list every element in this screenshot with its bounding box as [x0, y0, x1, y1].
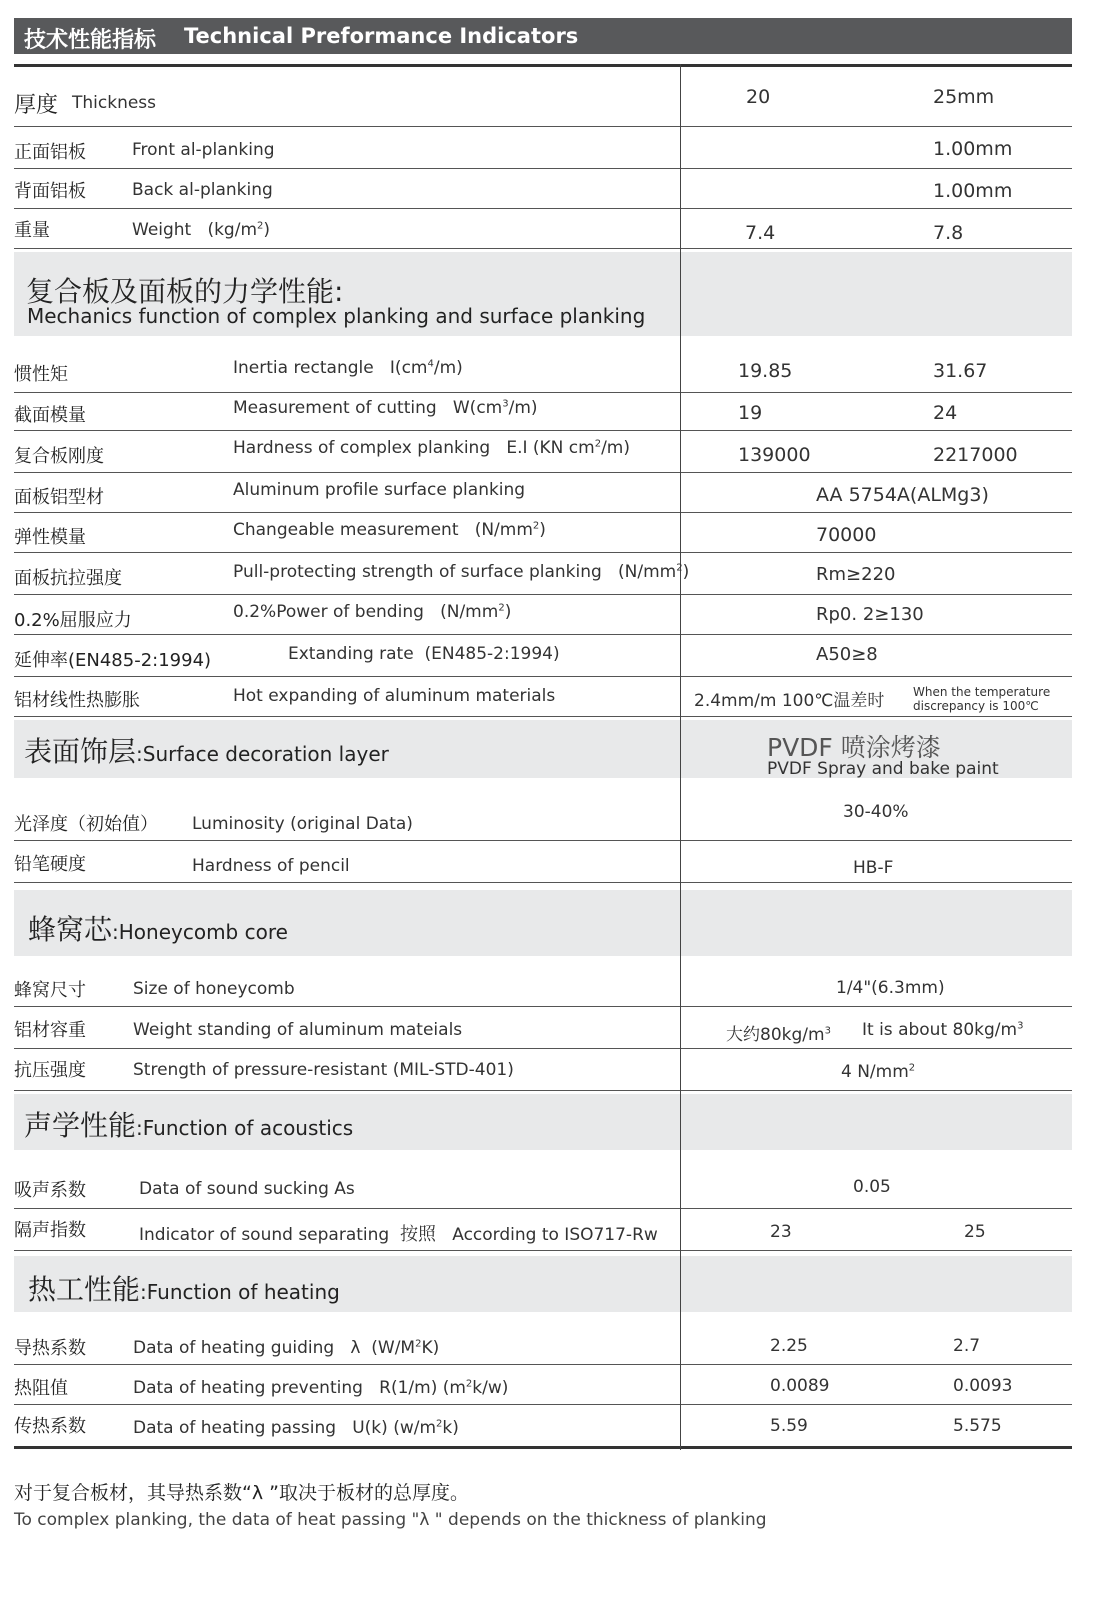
value: 1/4"(6.3mm) — [836, 978, 945, 998]
row-divider — [14, 1364, 1072, 1365]
value-20: 2.25 — [770, 1336, 808, 1356]
row-divider — [14, 472, 1072, 473]
value: 4 $N/mm^2$ — [841, 1062, 916, 1082]
footnote-zh: 对于复合板材，其导热系数“λ ”取决于板材的总厚度。 — [14, 1482, 469, 1504]
column-divider — [680, 64, 681, 1450]
row-divider — [14, 512, 1072, 513]
row-label-en: Data of heating passing U(k) $(w/m^2k)$ — [133, 1418, 459, 1438]
row-label-zh: 复合板刚度 — [14, 446, 104, 467]
row-label-zh: 惯性矩 — [14, 364, 68, 385]
row-label-en: Hot expanding of aluminum materials — [233, 686, 556, 706]
row-label-zh: 蜂窝尺寸 — [14, 980, 86, 1001]
value-20: 0.0089 — [770, 1376, 830, 1396]
section-title-en: Mechanics function of complex planking and surface planking — [27, 304, 646, 328]
row-label-zh: 隔声指数 — [14, 1220, 86, 1241]
value-25: 2.7 — [953, 1336, 981, 1356]
row-label-en: 0.2%Power of bending $(N/mm^2)$ — [233, 602, 512, 622]
row-divider — [14, 882, 1072, 883]
row-label-en: Weight $(kg/m^2)$ — [132, 220, 271, 240]
value: AA 5754A(ALMg3) — [816, 484, 989, 506]
row-label-en: Back al-planking — [132, 180, 273, 200]
value: 70000 — [816, 524, 877, 546]
row-divider — [14, 594, 1072, 595]
row-label-en: Hardness of complex planking E.I (KN $cm^2/m$) — [233, 438, 630, 458]
row-label-zh: 重量 — [14, 220, 50, 241]
row-label-en: Weight standing of aluminum mateials — [133, 1020, 463, 1040]
title-zh: 技术性能指标 — [24, 28, 157, 53]
value: 30-40% — [843, 802, 909, 822]
row-divider — [14, 634, 1072, 635]
value-20: 19 — [738, 402, 763, 424]
row-label-en: Front al-planking — [132, 140, 275, 160]
row-divider — [14, 1006, 1072, 1007]
section-title: 表面饰层:Surface decoration layer — [24, 735, 389, 768]
row-divider — [14, 1208, 1072, 1209]
surface-value-title: PVDF 喷涂烤漆 — [767, 733, 941, 762]
value: A50≥8 — [816, 644, 878, 665]
value-25: 0.0093 — [953, 1376, 1013, 1396]
row-label-en: Size of honeycomb — [133, 979, 295, 999]
value: Rp0. 2≥130 — [816, 604, 924, 625]
row-label-zh: 传热系数 — [14, 1416, 86, 1437]
value: HB-F — [853, 858, 894, 878]
row-label-en: Data of heating preventing R(1/m) $(m^2k/w)$ — [133, 1378, 509, 1398]
row-label-zh: 面板抗拉强度 — [14, 568, 122, 589]
footnote-en: To complex planking, the data of heat passing "λ " depends on the thickness of planking — [14, 1510, 767, 1530]
row-label-zh: 导热系数 — [14, 1338, 86, 1359]
section-title: 声学性能:Function of acoustics — [24, 1109, 354, 1142]
row-label-zh: 弹性模量 — [14, 527, 86, 548]
top-rule — [14, 64, 1072, 67]
value-25: 31.67 — [933, 360, 988, 382]
row-label-zh: 延伸率(EN485-2:1994) — [14, 650, 212, 671]
value: 0.05 — [853, 1177, 891, 1197]
row-label-zh: 正面铝板 — [14, 142, 86, 163]
value-25: 24 — [933, 402, 958, 424]
surface-value-sub: PVDF Spray and bake paint — [767, 759, 999, 779]
value-20: 19.85 — [738, 360, 793, 382]
value-20: 5.59 — [770, 1416, 808, 1436]
row-label-en: Aluminum profile surface planking — [233, 480, 526, 500]
value-20: 20 — [746, 86, 771, 108]
value-20: 23 — [770, 1222, 792, 1242]
row-label-zh: 热阻值 — [14, 1378, 68, 1399]
row-label-zh: 抗压强度 — [14, 1060, 86, 1081]
row-divider — [14, 430, 1072, 431]
section-title: 蜂窝芯:Honeycomb core — [28, 913, 288, 946]
row-label-zh: 背面铝板 — [14, 181, 86, 202]
row-divider — [14, 208, 1072, 209]
row-divider — [14, 1250, 1072, 1251]
value: 2.4mm/m 100℃温差时 — [694, 691, 885, 711]
row-divider — [14, 676, 1072, 677]
row-label-en: Extanding rate (EN485-2:1994) — [288, 644, 560, 664]
value-20: 7.4 — [745, 222, 776, 244]
row-label-en: Data of sound sucking As — [139, 1179, 355, 1199]
title-en: Technical Preformance Indicators — [184, 24, 579, 48]
row-label-en: Measurement of cutting $W(cm^3/m)$ — [233, 398, 538, 418]
section-title: 热工性能:Function of heating — [28, 1273, 340, 1306]
row-label-en: Changeable measurement $(N/mm^2)$ — [233, 520, 546, 540]
value-25: 5.575 — [953, 1416, 1002, 1436]
value: 1.00mm — [933, 180, 1013, 202]
row-divider — [14, 1404, 1072, 1405]
row-label-zh: 厚度 — [14, 93, 59, 118]
row-label-zh: 面板铝型材 — [14, 487, 104, 508]
row-label-en: Thickness — [72, 93, 157, 113]
row-divider — [14, 1090, 1072, 1091]
row-label-en: Data of heating guiding λ $(W/M^2K)$ — [133, 1338, 440, 1358]
row-label-zh: 截面模量 — [14, 405, 86, 426]
spec-table — [14, 64, 1072, 1450]
row-divider — [14, 552, 1072, 553]
row-label-en: Inertia rectangle $I(cm^4/m)$ — [233, 358, 463, 378]
row-divider — [14, 392, 1072, 393]
row-label-en: Luminosity (original Data) — [192, 814, 413, 834]
row-label-zh: 0.2%屈服应力 — [14, 610, 132, 631]
value-25: 25mm — [933, 86, 995, 108]
row-label-en: Indicator of sound separating 按照 According to ISO717-Rw — [139, 1224, 658, 1245]
value: Rm≥220 — [816, 564, 896, 585]
title-bar — [14, 18, 1072, 54]
temperature-note-2: discrepancy is 100℃ — [913, 699, 1039, 713]
row-label-zh: 铝材容重 — [14, 1020, 86, 1041]
row-label-zh: 铅笔硬度 — [14, 854, 86, 875]
value-en: It is about $80kg/m^3$ — [862, 1020, 1024, 1040]
row-divider — [14, 248, 1072, 249]
row-divider — [14, 126, 1072, 127]
section-title-zh: 复合板及面板的力学性能: — [26, 275, 344, 308]
row-label-en: Strength of pressure-resistant (MIL-STD-401) — [133, 1060, 514, 1080]
temperature-note-1: When the temperature — [913, 685, 1051, 699]
value-25: 2217000 — [933, 444, 1018, 466]
row-label-en: Pull-protecting strength of surface planking $(N/mm^2)$ — [233, 562, 690, 582]
row-divider — [14, 840, 1072, 841]
row-divider — [14, 168, 1072, 169]
value-25: 7.8 — [933, 222, 964, 244]
bottom-rule — [14, 1446, 1072, 1449]
value-zh: 大约$80kg/m^3$ — [726, 1025, 831, 1045]
value-20: 139000 — [738, 444, 811, 466]
row-label-zh: 吸声系数 — [14, 1180, 86, 1201]
row-label-zh: 铝材线性热膨胀 — [14, 690, 140, 711]
row-divider — [14, 1048, 1072, 1049]
row-label-zh: 光泽度（初始值） — [14, 814, 158, 835]
value: 1.00mm — [933, 138, 1013, 160]
row-divider — [14, 716, 1072, 717]
value-25: 25 — [964, 1222, 986, 1242]
row-label-en: Hardness of pencil — [192, 856, 350, 876]
